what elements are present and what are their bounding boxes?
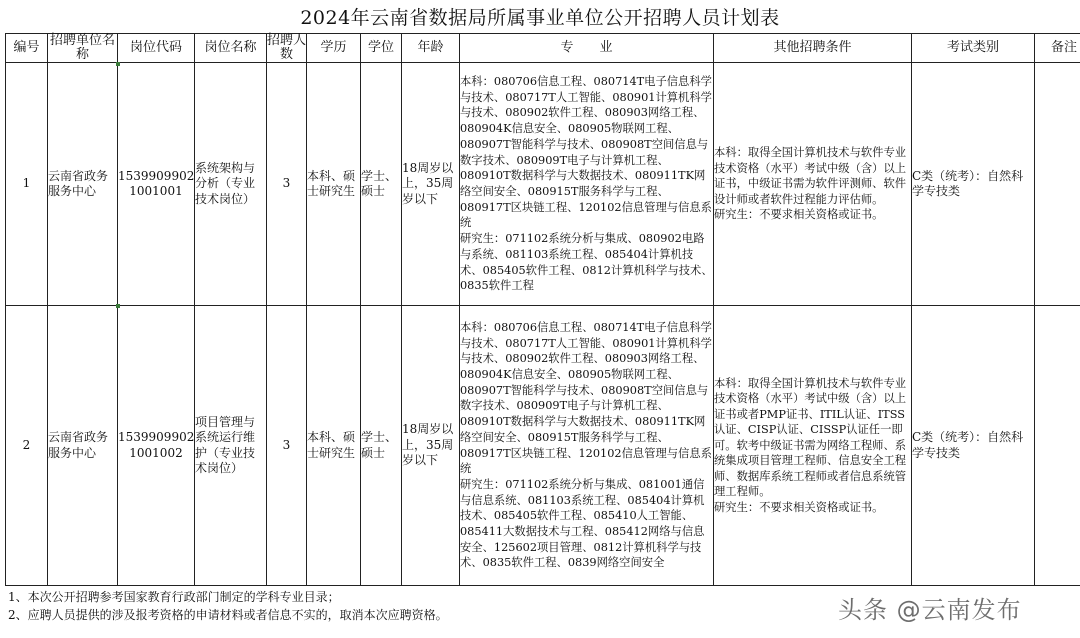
page-title: 2024年云南省数据局所属事业单位公开招聘人员计划表 bbox=[300, 7, 780, 29]
cell-remark bbox=[1035, 63, 1080, 306]
header-age: 年龄 bbox=[402, 34, 460, 63]
cell-no: 1 bbox=[6, 63, 48, 306]
cell-education: 本科、硕士研究生 bbox=[307, 63, 361, 306]
header-name: 岗位名称 bbox=[195, 34, 267, 63]
cell-exam: C类（统考）：自然科学专技类 bbox=[912, 63, 1035, 306]
recruitment-plan-table bbox=[5, 33, 1080, 586]
table-row bbox=[6, 63, 1080, 306]
header-code: 岗位代码 bbox=[118, 34, 195, 63]
other-graduate-text: 研究生：不要求相关资格或证书。 bbox=[714, 208, 884, 222]
source-watermark: 头条 @云南发布 bbox=[838, 596, 1022, 624]
header-other: 其他招聘条件 bbox=[714, 34, 912, 63]
cell-degree: 学士、硕士 bbox=[361, 306, 402, 586]
other-bachelor-text: 本科：取得全国计算机技术与软件专业技术资格（水平）考试中级（含）以上证书，中级证书需为软件评测师、软件设计师或者软件过程能力评估师。 bbox=[714, 146, 907, 206]
major-graduate-text: 研究生：071102系统分析与集成、081001通信与信息系统、081103系统工程、085404计算机技术、085405软件工程、085410人工智能、085411大数据技术与工程、085412网络与信息安全、125602项目管理、0812计算机科学与技术、0835软件工程、0839网络空间安全 bbox=[460, 477, 705, 570]
cell-remark bbox=[1035, 306, 1080, 586]
other-bachelor-text: 本科：取得全国计算机技术与软件专业技术资格（水平）考试中级（含）以上证书或者PMP证书、ITIL认证、ITSS认证、CISP认证、CISSP认证任一即可。软考中级证书需为网络工程师、系统集成项目管理工程师、信息安全工程师、数据库系统工程师或者信息系统管理工程师。 bbox=[714, 376, 907, 499]
cell-other-conditions bbox=[714, 63, 912, 306]
header-degree: 学位 bbox=[361, 34, 402, 63]
table-row bbox=[6, 306, 1080, 586]
header-education: 学历 bbox=[307, 34, 361, 63]
header-exam: 考试类别 bbox=[912, 34, 1035, 63]
header-no: 编号 bbox=[6, 34, 48, 63]
cell-name: 系统架构与分析（专业技术岗位） bbox=[195, 63, 267, 306]
cell-unit: 云南省政务服务中心 bbox=[48, 63, 118, 306]
cell-degree: 学士、硕士 bbox=[361, 63, 402, 306]
cell-age: 18周岁以上，35周岁以下 bbox=[402, 306, 460, 586]
cell-no: 2 bbox=[6, 306, 48, 586]
cell-major bbox=[460, 63, 714, 306]
cell-code: 1539909902 1001002 bbox=[118, 306, 195, 586]
header-major: 专 业 bbox=[460, 34, 714, 63]
major-graduate-text: 研究生：071102系统分析与集成、080902电路与系统、081103系统工程、085404计算机技术、085405软件工程、0812计算机科学与技术、0835软件工程 bbox=[460, 232, 713, 293]
cell-unit: 云南省政务服务中心 bbox=[48, 306, 118, 586]
header-unit: 招聘单位名称 bbox=[48, 34, 118, 63]
footnote-2: 2、应聘人员提供的涉及报考资格的申请材料或者信息不实的，取消本次应聘资格。 bbox=[8, 608, 448, 622]
cell-code: 1539909902 1001001 bbox=[118, 63, 195, 306]
cell-comment-marker bbox=[116, 304, 120, 308]
footnote-1: 1、本次公开招聘参考国家教育行政部门制定的学科专业目录； bbox=[8, 590, 340, 604]
major-bachelor-text: 本科：080706信息工程、080714T电子信息科学与技术、080717T人工智能、080901计算机科学与技术、080902软件工程、080903网络工程、080904K信息安全、080905物联网工程、080907T智能科学与技术、080908T空间信息与数字技术、080909T电子与计算机工程、080910T数据科学与大数据技术、080911TK网络空间安全、080915T服务科学与工程、080917T区块链工程、120102信息管理与信息系统 bbox=[460, 75, 712, 230]
cell-name: 项目管理与系统运行维护（专业技术岗位） bbox=[195, 306, 267, 586]
major-bachelor-text: 本科：080706信息工程、080714T电子信息科学与技术、080717T人工智能、080901计算机科学与技术、080902软件工程、080903网络工程、080904K信息安全、080905物联网工程、080907T智能科学与技术、080908T空间信息与数字技术、080909T电子与计算机工程、080910T数据科学与大数据技术、080911TK网络空间安全、080915T服务科学与工程、080917T区块链工程、120102信息管理与信息系统 bbox=[460, 320, 712, 476]
cell-count: 3 bbox=[267, 63, 307, 306]
cell-major bbox=[460, 306, 714, 586]
header-count: 招聘人数 bbox=[267, 33, 307, 62]
cell-education: 本科、硕士研究生 bbox=[307, 306, 361, 586]
cell-other-conditions bbox=[714, 306, 912, 586]
footnotes bbox=[8, 588, 448, 624]
cell-exam: C类（统考）：自然科学专技类 bbox=[912, 306, 1035, 586]
cell-count: 3 bbox=[267, 306, 307, 586]
other-graduate-text: 研究生：不要求相关资格或证书。 bbox=[714, 500, 884, 514]
cell-age: 18周岁以上，35周岁以下 bbox=[402, 63, 460, 306]
header-remark: 备注 bbox=[1035, 34, 1080, 63]
table-header-row bbox=[6, 34, 1080, 63]
cell-comment-marker bbox=[116, 62, 120, 66]
